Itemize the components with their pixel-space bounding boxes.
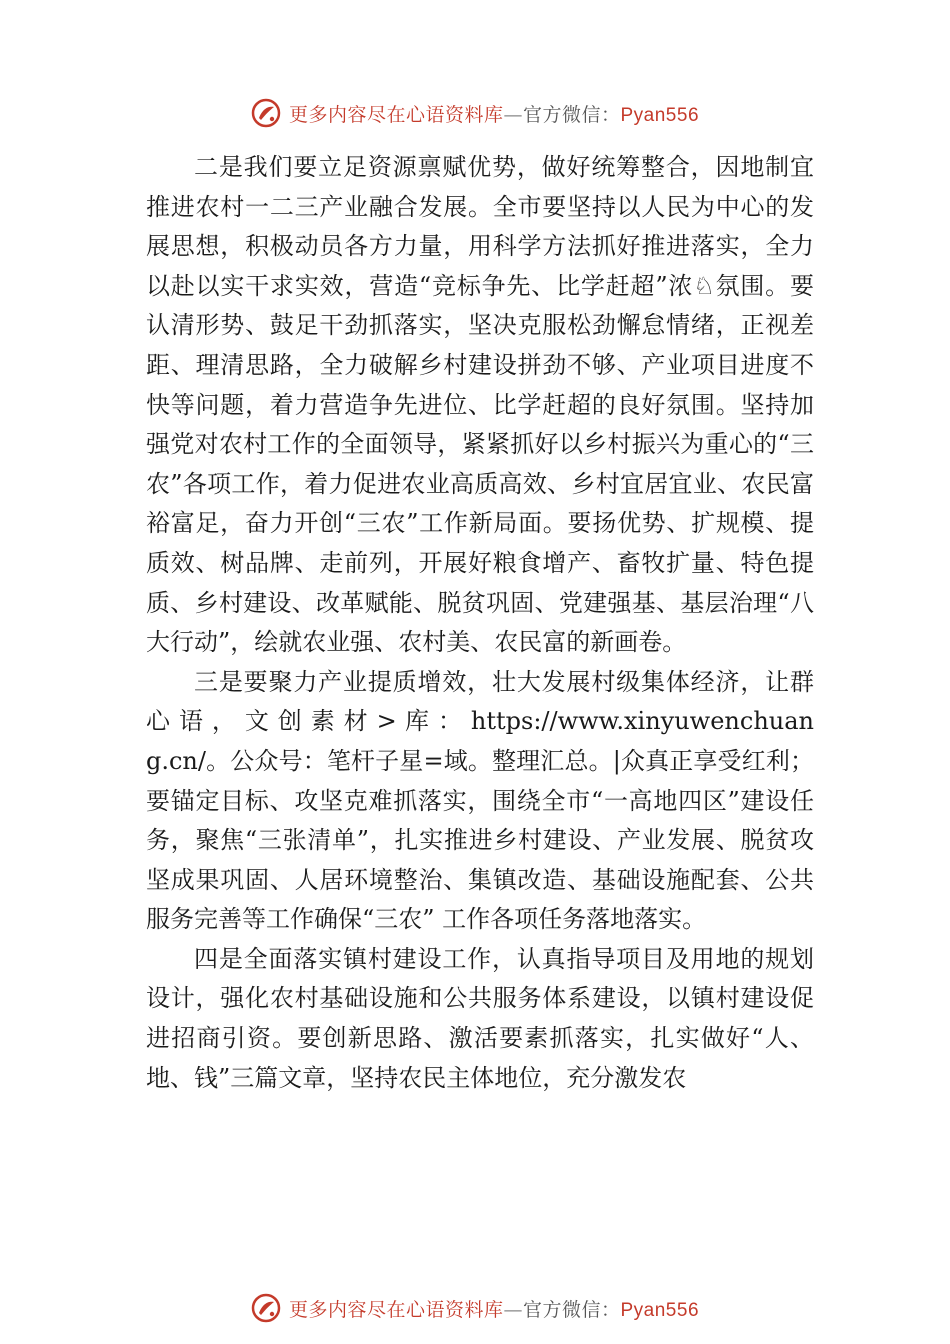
footer-contact-label: 官方微信： [522,1298,621,1321]
header-banner-text [289,100,699,127]
header-separator: — [503,103,523,126]
header-brand-text: 更多内容尽在心语资料库 [288,103,504,126]
header-contact-label: 官方微信： [522,103,621,126]
footer-brand-text: 更多内容尽在心语资料库 [288,1298,504,1321]
footer-separator: — [503,1298,523,1321]
paragraph-2: 二是我们要立足资源禀赋优势，做好统筹整合，因地制宜推进农村一二三产业融合发展。全市要坚持以人民为中心的发展思想，积极动员各方力量，用科学方法抓好推进落实，全力以赴以实干求实效，营造“竞标争先、比学赶超”浓♘氛围。要认清形势、鼓足干劲抓落实，坚决克服松劲懈怠情绪，正视差距、理清思路，全力破解乡村建设拼劲不够、产业项目进度不快等问题，着力营造争先进位、比学赶超的良好氛围。坚持加强党对农村工作的全面领导，紧紧抓好以乡村振兴为重心的“三农”各项工作，着力促进农业高质高效、乡村宜居宜业、农民富裕富足，奋力开创“三农”工作新局面。要扬优势、扩规模、提质效、树品牌、走前列，开展好粮食增产、畜牧扩量、特色提质、乡村建设、改革赋能、脱贫巩固、党建强基、基层治理“八大行动”，绘就农业强、农村美、农民富的新画卷。 [146,153,814,657]
document-body [146,148,814,1098]
brush-logo-icon [251,98,281,128]
header-banner [0,93,950,133]
paragraph-3: 三是要聚力产业提质增效，壮大发展村级集体经济，让群 心 语 ， 文 创 素 材 > 库 ： https://www.xinyuwenchuang.cn/。公众号：笔杆子星=域。整理汇总。|众真正享受红利；要锚定目标、攻坚克难抓落实，围绕全市“一高地四区”建设任务，聚焦“三张清单”，扎实推进乡村建设、产业发展、脱贫攻坚成果巩固、人居环境整治、集镇改造、基础设施配套、公共服务完善等工作确保“三农” 工作各项任务落地落实。 [146,667,814,934]
header-contact-id: Pyan556 [620,104,700,126]
footer-banner-text [289,1295,699,1322]
footer-banner [0,1288,950,1328]
footer-contact-id: Pyan556 [620,1299,700,1321]
brush-logo-icon [251,1293,281,1323]
paragraph-4: 四是全面落实镇村建设工作，认真指导项目及用地的规划设计，强化农村基础设施和公共服务体系建设，以镇村建设促进招商引资。要创新思路、激活要素抓落实，扎实做好“人、地、钱”三篇文章，坚持农民主体地位，充分激发农 [146,944,814,1092]
